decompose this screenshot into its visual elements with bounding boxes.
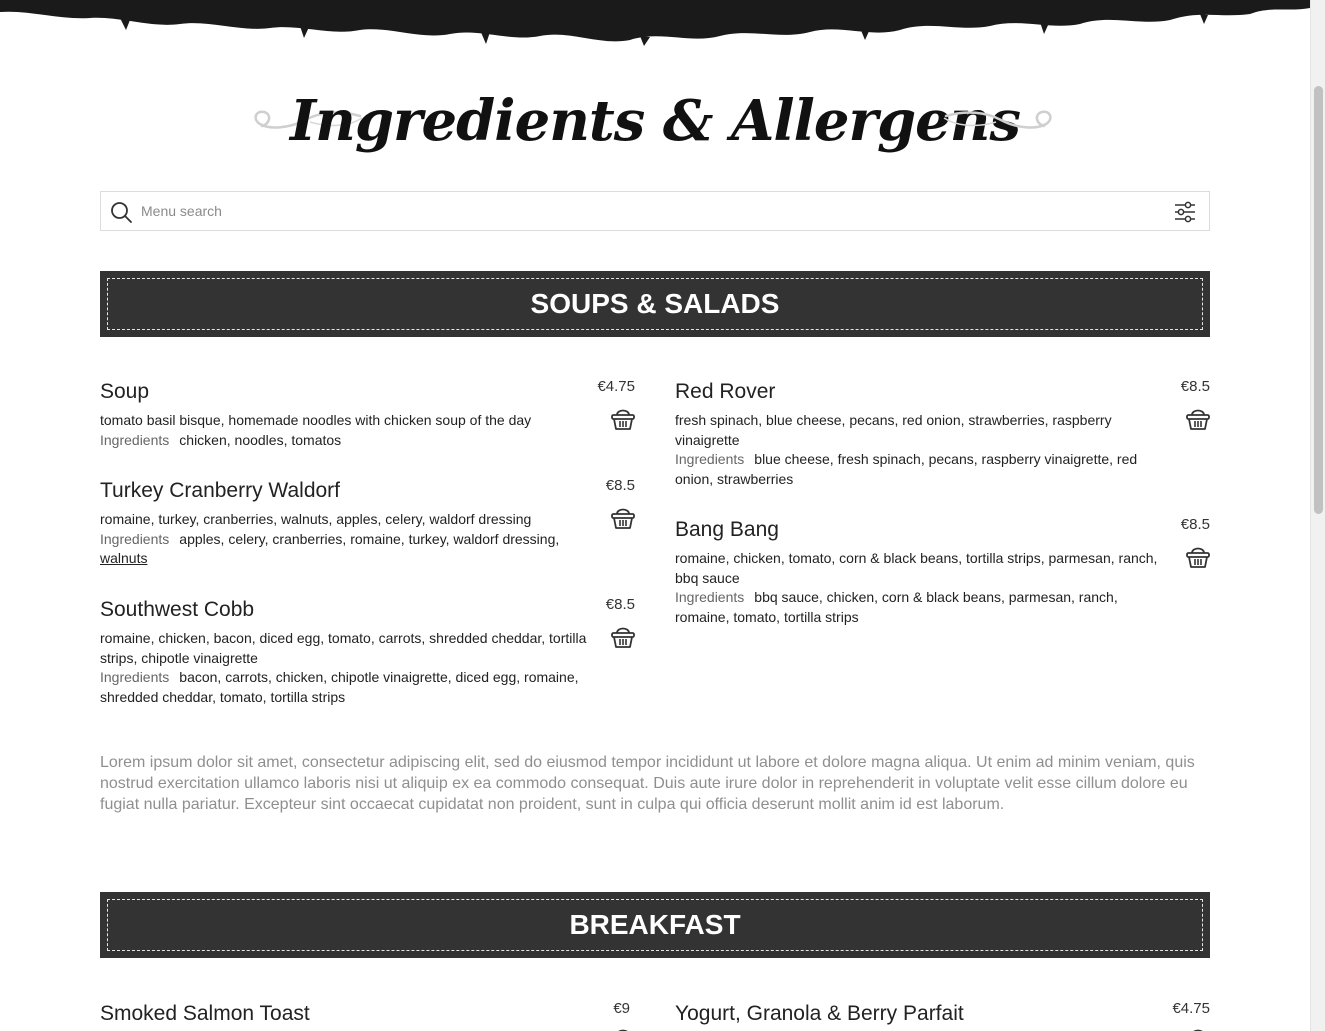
section-footer-text: Lorem ipsum dolor sit amet, consectetur adipiscing elit, sed do eiusmod tempor incididunt ut labore et dolore magna aliqua. Ut enim ad minim veniam, quis nostrud exercitation ullamco laboris nisi ut aliquip ex ea commodo consequat. Duis aute irure dolor in reprehenderit in voluptate velit esse cillum dolore eu fugiat nulla pariatur. Excepteur sint occaecat cupidatat non proident, sunt in culpa qui officia deserunt mollit anim id est laborum.: [100, 754, 1195, 813]
item-price: €4.75: [597, 378, 635, 395]
ingredients-list: blue cheese, fresh spinach, pecans, raspberry vinaigrette, red onion, strawberries: [675, 451, 1138, 487]
ingredients-label: Ingredients: [675, 589, 745, 605]
section-title: BREAKFAST: [569, 909, 741, 940]
item-description: romaine, turkey, cranberries, walnuts, apples, celery, waldorf dressing: [100, 511, 532, 527]
ingredients-list: chicken, noodles, tomatos: [179, 431, 342, 448]
basket-icon[interactable]: [610, 405, 636, 431]
section-banner-soups-salads: [100, 271, 1210, 337]
item-price: €8.5: [1180, 378, 1210, 395]
flourish-right-icon: [940, 106, 1056, 146]
ingredients-list: apples, celery, cranberries, romaine, turkey, waldorf dressing,: [179, 530, 560, 547]
item-name: Southwest Cobb: [100, 598, 255, 621]
item-price: €4.75: [1172, 1000, 1210, 1017]
item-price: €8.5: [1180, 516, 1210, 533]
item-ingredients: [675, 450, 1165, 489]
menu-item-turkey-cranberry-waldorf[interactable]: [100, 478, 590, 569]
basket-icon[interactable]: [1185, 405, 1211, 431]
item-name: Soup: [100, 380, 150, 403]
basket-icon[interactable]: [610, 1025, 636, 1031]
menu-item-bang-bang[interactable]: [675, 517, 1165, 627]
menu-search-bar: [100, 191, 1210, 231]
item-price: €9: [613, 1000, 630, 1017]
menu-item-red-rover[interactable]: [675, 379, 1165, 489]
item-description: romaine, chicken, bacon, diced egg, tomato, carrots, shredded cheddar, tortilla strips, chipotle vinaigrette: [100, 630, 587, 666]
ingredients-label: Ingredients: [100, 431, 170, 448]
basket-icon[interactable]: [1185, 543, 1211, 569]
basket-icon[interactable]: [610, 623, 636, 649]
sliders-icon[interactable]: [1174, 201, 1196, 223]
item-ingredients: [100, 668, 590, 707]
item-ingredients: [100, 530, 590, 569]
item-price: €8.5: [605, 477, 635, 494]
item-description: romaine, chicken, tomato, corn & black beans, tortilla strips, parmesan, ranch, bbq sauce: [675, 550, 1158, 586]
item-name: Red Rover: [675, 380, 776, 403]
item-ingredients: [675, 588, 1165, 627]
scrollbar-track[interactable]: [1310, 0, 1325, 1031]
allergen-link-walnuts[interactable]: walnuts: [100, 550, 148, 566]
scrollbar-thumb[interactable]: [1314, 86, 1323, 514]
menu-search-input[interactable]: [141, 193, 1141, 229]
item-name: Yogurt, Granola & Berry Parfait: [675, 1002, 964, 1025]
section-title: SOUPS & SALADS: [530, 288, 780, 319]
ingredients-list: bbq sauce, chicken, corn & black beans, parmesan, ranch, romaine, tomato, tortilla strips: [675, 589, 1118, 625]
title-area: [0, 78, 1310, 178]
item-name: Smoked Salmon Toast: [100, 1002, 310, 1025]
item-description: fresh spinach, blue cheese, pecans, red onion, strawberries, raspberry vinaigrette: [675, 412, 1112, 448]
basket-icon[interactable]: [610, 504, 636, 530]
ingredients-label: Ingredients: [100, 669, 170, 685]
page-title: Ingredients & Allergens: [289, 88, 1021, 154]
menu-item-southwest-cobb[interactable]: [100, 597, 590, 707]
item-name: Turkey Cranberry Waldorf: [100, 479, 341, 502]
ingredients-list: bacon, carrots, chicken, chipotle vinaigrette, diced egg, romaine, shredded cheddar, tomato, tortilla strips: [100, 669, 579, 705]
menu-item-smoked-salmon-toast[interactable]: [100, 1001, 590, 1027]
section-banner-breakfast: [100, 892, 1210, 958]
item-name: Bang Bang: [675, 518, 779, 541]
menu-item-soup[interactable]: [100, 379, 590, 450]
item-ingredients: [100, 431, 590, 451]
item-price: €8.5: [605, 596, 635, 613]
search-icon[interactable]: [110, 201, 132, 223]
menu-item-yogurt-granola-parfait[interactable]: [675, 1001, 1165, 1027]
ingredients-label: Ingredients: [675, 451, 745, 467]
item-description: tomato basil bisque, homemade noodles with chicken soup of the day: [100, 412, 532, 428]
brush-stroke-header: [0, 0, 1310, 48]
basket-icon[interactable]: [1185, 1025, 1211, 1031]
ingredients-label: Ingredients: [100, 530, 170, 547]
